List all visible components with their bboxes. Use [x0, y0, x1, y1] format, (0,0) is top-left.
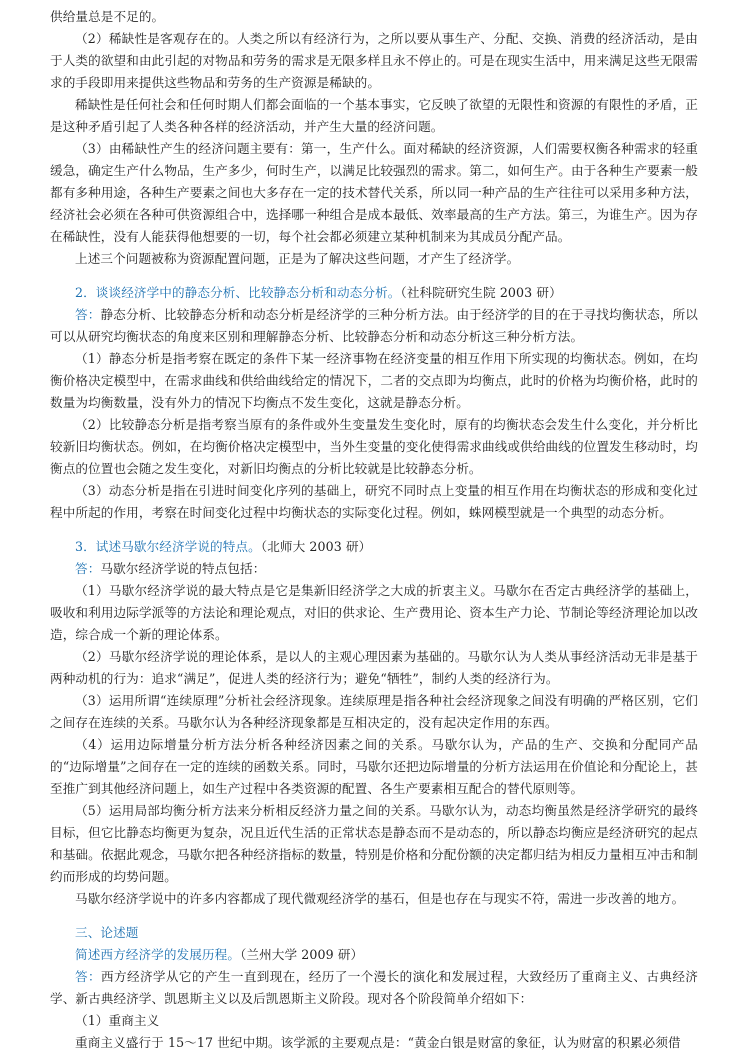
question-title: 3．试述马歇尔经济学说的特点。 [75, 539, 261, 554]
question-title: 2．谈谈经济学中的静态分析、比较静态分析和动态分析。 [75, 285, 401, 300]
paragraph: （1）静态分析是指考察在既定的条件下某一经济事物在经济变量的相互作用下所实现的均衡状态。例如，在均衡价格决定模型中，在需求曲线和供给曲线给定的情况下，二者的交点即为均衡点，此时的价格为均衡价格，此时的数量为均衡数量，没有外力的情况下均衡点不发生变化，这就是静态分析。 [50, 351, 698, 410]
paragraph: （5）运用局部均衡分析方法来分析相反经济力量之间的关系。马歇尔认为，动态均衡虽然是经济学研究的最终目标，但它比静态均衡更为复杂，况且近代生活的正常状态是静态而不是动态的，所以静态均衡应是经济研究的起点和基础。依据此观念，马歇尔把各种经济指标的数量，特别是价格和分配份额的决定都归结为相反力量相互冲击和制约而形成的均势问题。 [50, 803, 698, 884]
paragraph: 供给量总是不足的。 [50, 9, 165, 24]
paragraph: （3）由稀缺性产生的经济问题主要有：第一，生产什么。面对稀缺的经济资源，人们需要权衡各种需求的轻重缓急，确定生产什么物品，生产多少，何时生产，以满足比较强烈的需求。第二，如何生产。由于各种生产要素一般都有多种用途，各种生产要素之间也大多存在一定的技术替代关系，所以同一种产品的生产往往可以采用多种方法，经济社会必须在各种可供资源组合中，选择哪一种组合是成本最低、效率最高的生产方法。第三，为谁生产。因为存在稀缺性，没有人能获得他想要的一切，每个社会都必须建立某种机制来为其成员分配产品。 [50, 141, 698, 244]
essay-question-heading [50, 944, 698, 966]
question-source: （社科院研究生院 2003 研） [400, 285, 562, 300]
answer-label: 答： [75, 969, 101, 984]
paragraph: （3）运用所谓“连续原理”分析社会经济现象。连续原理是指各种社会经济现象之间没有明确的严格区别，它们之间存在连续的关系。马歇尔认为各种经济现象都是互相决定的，没有起决定作用的东西。 [50, 693, 698, 730]
question-3-heading [50, 536, 698, 558]
paragraph: 稀缺性是任何社会和任何时期人们都会面临的一个基本事实，它反映了欲望的无限性和资源的有限性的矛盾，正是这种矛盾引起了人类各种各样的经济活动，并产生大量的经济问题。 [50, 97, 698, 134]
answer-paragraph [50, 304, 698, 348]
paragraph: （3）动态分析是指在引进时间变化序列的基础上，研究不同时点上变量的相互作用在均衡状态的形成和变化过程中所起的作用，考察在时间变化过程中均衡状态的实际变化过程。例如，蛛网模型就是一个典型的动态分析。 [50, 483, 698, 520]
question-2-heading [50, 282, 698, 304]
question-source: （北师大 2003 研） [260, 539, 372, 554]
answer-paragraph [50, 558, 698, 580]
paragraph: （1）重商主义 [75, 1013, 160, 1028]
paragraph: （2）稀缺性是客观存在的。人类之所以有经济行为，之所以要从事生产、分配、交换、消费的经济活动，是由于人类的欲望和由此引起的对物品和劳务的需求是无限多样且永不停止的。可是在现实生活中，用来满足这些无限需求的手段即用来提供这些物品和劳务的生产资源是稀缺的。 [50, 31, 698, 90]
section-heading: 三、论述题 [75, 925, 139, 940]
paragraph: （4）运用边际增量分析方法分析各种经济因素之间的关系。马歇尔认为，产品的生产、交换和分配同产品的“边际增量”之间存在一定的连续的函数关系。同时，马歇尔还把边际增量的分析方法运用在价值论和分配论上，甚至推广到其他经济问题上，如生产过程中各类资源的配置、各生产要素相互配合的替代原则等。 [50, 737, 698, 796]
paragraph: （2）比较静态分析是指考察当原有的条件或外生变量发生变化时，原有的均衡状态会发生什么变化，并分析比较新旧均衡状态。例如，在均衡价格决定模型中，当外生变量的变化使得需求曲线或供给曲线的位置发生移动时，均衡点的位置也会随之发生变化，对新旧均衡点的分析比较就是比较静态分析。 [50, 417, 698, 476]
answer-label: 答： [75, 307, 101, 322]
paragraph: 上述三个问题被称为资源配置问题，正是为了解决这些问题，才产生了经济学。 [75, 251, 520, 266]
answer-text: 马歇尔经济学说的特点包括： [100, 561, 266, 576]
question-title: 简述西方经济学的发展历程。 [75, 947, 241, 962]
answer-text: 静态分析、比较静态分析和动态分析是经济学的三种分析方法。由于经济学的目的在于寻找均衡状态，所以可以从研究均衡状态的角度来区别和理解静态分析、比较静态分析和动态分析这三种分析方法。 [50, 307, 699, 344]
question-source: （兰州大学 2009 研） [240, 947, 364, 962]
paragraph: （1）马歇尔经济学说的最大特点是它是集新旧经济学之大成的折衷主义。马歇尔在否定古典经济学的基础上，吸收和利用边际学派等的方法论和理论观点，对旧的供求论、生产费用论、资本生产力论、节制论等经济理论加以改造，综合成一个新的理论体系。 [50, 583, 698, 642]
answer-text: 西方经济学从它的产生一直到现在，经历了一个漫长的演化和发展过程，大致经历了重商主义、古典经济学、新古典经济学、凯恩斯主义以及后凯恩斯主义阶段。现对各个阶段简单介绍如下： [50, 969, 699, 1006]
answer-paragraph [50, 966, 698, 1010]
answer-label: 答： [75, 561, 101, 576]
paragraph: 马歇尔经济学说中的许多内容都成了现代微观经济学的基石，但是也存在与现实不符，需进一步改善的地方。 [75, 891, 685, 906]
paragraph: （2）马歇尔经济学说的理论体系，是以人的主观心理因素为基础的。马歇尔认为人类从事经济活动无非是基于两种动机的行为：追求“满足”，促进人类的经济行为；避免“牺牲”，制约人类的经济行为。 [50, 649, 698, 686]
paragraph: 重商主义盛行于 15～17 世纪中期。该学派的主要观点是：“黄金白银是财富的象征，认为财富的积累必须借 [75, 1035, 681, 1050]
